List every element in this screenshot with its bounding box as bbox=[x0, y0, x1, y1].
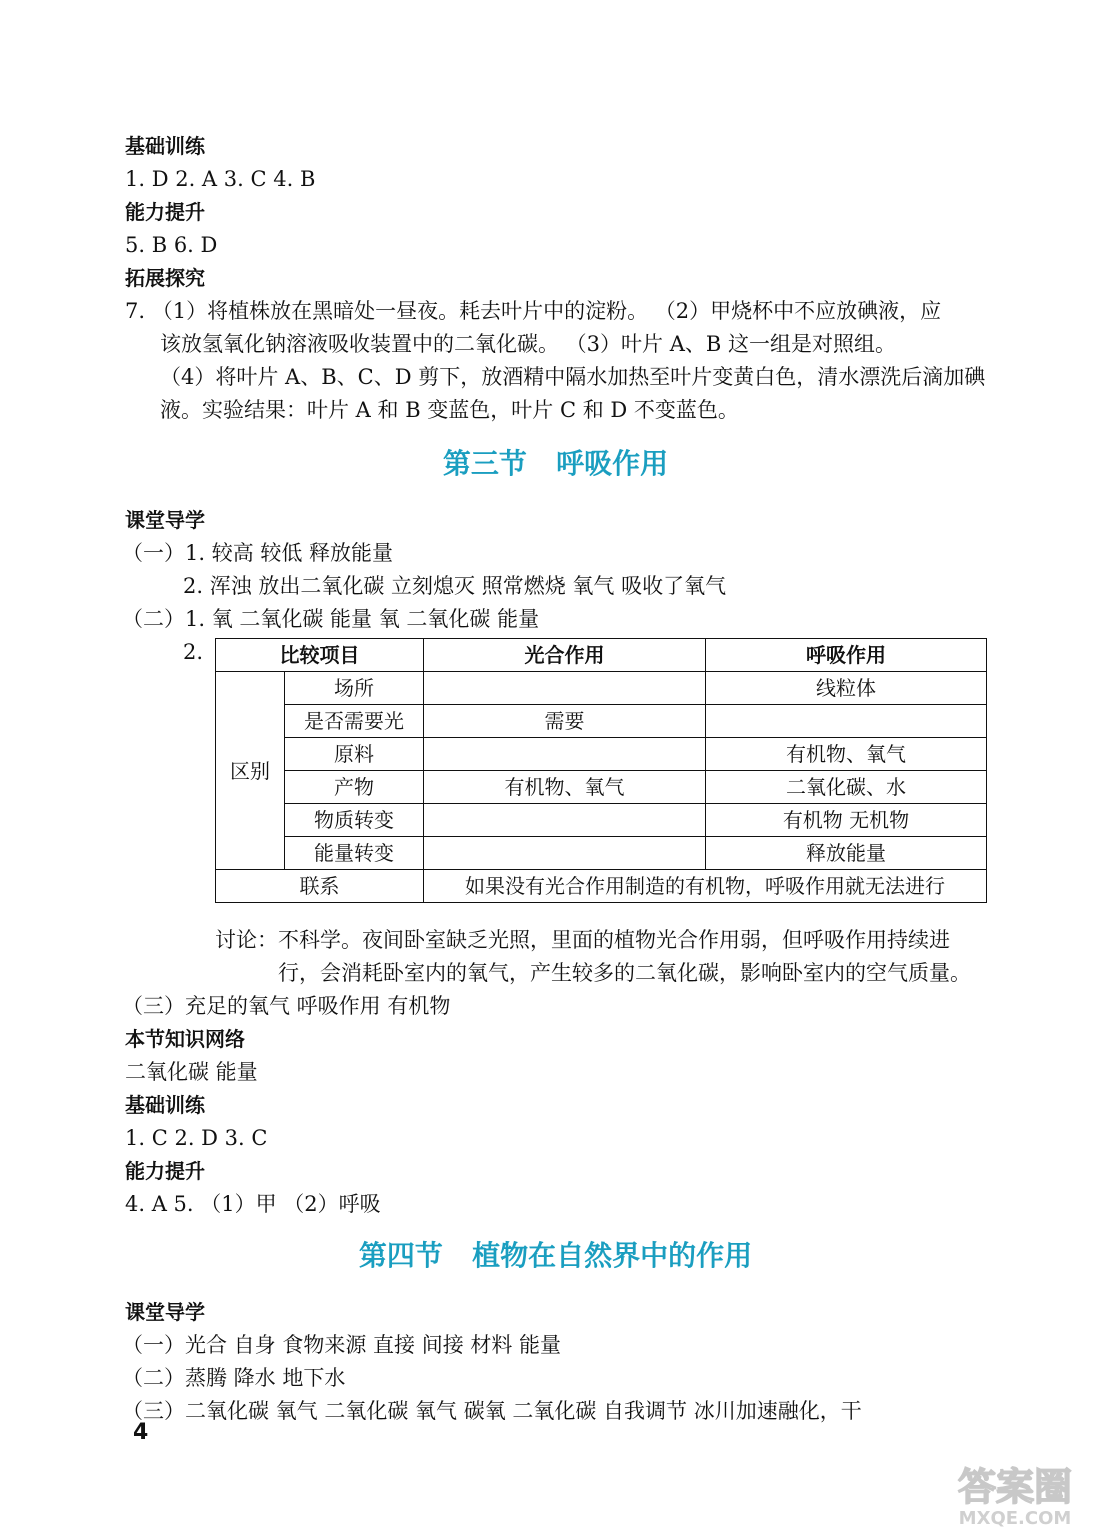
answer-line: 2. 浑浊 放出二氧化碳 立刻熄灭 照常燃烧 氧气 吸收了氧气 bbox=[183, 574, 727, 598]
cell-photosynthesis bbox=[424, 837, 706, 870]
section-heading: 课堂导学 bbox=[125, 1300, 205, 1324]
cell-respiration: 有机物 无机物 bbox=[706, 804, 987, 837]
section-heading: 本节知识网络 bbox=[125, 1027, 245, 1051]
answer-line: 7. （1）将植株放在黑暗处一昼夜。耗去叶片中的淀粉。 （2）甲烧杯中不应放碘液，应 bbox=[125, 299, 942, 323]
cell-respiration: 有机物、氧气 bbox=[706, 738, 987, 771]
row-label: 场所 bbox=[285, 672, 424, 705]
answer-line: 液。实验结果：叶片 A 和 B 变蓝色，叶片 C 和 D 不变蓝色。 bbox=[160, 398, 739, 422]
section-heading: 拓展探究 bbox=[125, 266, 205, 290]
cell-respiration: 线粒体 bbox=[706, 672, 987, 705]
group-label: 区别 bbox=[216, 672, 285, 870]
table-header-row bbox=[216, 639, 987, 672]
row-label: 是否需要光 bbox=[285, 705, 424, 738]
table-row bbox=[216, 672, 987, 705]
cell-photosynthesis: 需要 bbox=[424, 705, 706, 738]
answer-line: 2. bbox=[183, 640, 204, 664]
header-item: 比较项目 bbox=[216, 639, 424, 672]
answer-line: 该放氢氧化钠溶液吸收装置中的二氧化碳。 （3）叶片 A、B 这一组是对照组。 bbox=[160, 332, 896, 356]
link-label: 联系 bbox=[216, 870, 424, 903]
row-label: 物质转变 bbox=[285, 804, 424, 837]
row-label: 原料 bbox=[285, 738, 424, 771]
cell-respiration: 释放能量 bbox=[706, 837, 987, 870]
page-number: 4 bbox=[133, 1420, 149, 1445]
row-label: 能量转变 bbox=[285, 837, 424, 870]
section-heading: 基础训练 bbox=[125, 134, 205, 158]
answer-line: （三）充足的氧气 呼吸作用 有机物 bbox=[122, 994, 451, 1018]
cell-respiration: 二氧化碳、水 bbox=[706, 771, 987, 804]
table-row bbox=[216, 705, 987, 738]
table-row bbox=[216, 738, 987, 771]
answer-line: （4）将叶片 A、B、C、D 剪下，放酒精中隔水加热至叶片变黄白色，清水漂洗后滴加碘 bbox=[160, 365, 986, 389]
cell-respiration bbox=[706, 705, 987, 738]
cell-photosynthesis bbox=[424, 804, 706, 837]
answer-line: （一）光合 自身 食物来源 直接 间接 材料 能量 bbox=[122, 1333, 562, 1357]
row-label: 产物 bbox=[285, 771, 424, 804]
answer-line: （二）1. 氧 二氧化碳 能量 氧 二氧化碳 能量 bbox=[122, 607, 540, 631]
answer-line: 5. B 6. D bbox=[125, 233, 218, 257]
watermark-url: MXQE.COM bbox=[958, 1508, 1072, 1529]
answer-line: 二氧化碳 能量 bbox=[125, 1060, 258, 1084]
chapter-title: 第四节 植物在自然界中的作用 bbox=[358, 1239, 753, 1272]
section-heading: 能力提升 bbox=[125, 1159, 205, 1183]
header-respiration: 呼吸作用 bbox=[706, 639, 987, 672]
link-text: 如果没有光合作用制造的有机物，呼吸作用就无法进行 bbox=[424, 870, 987, 903]
comparison-table bbox=[215, 638, 987, 903]
answer-line: 讨论：不科学。夜间卧室缺乏光照，里面的植物光合作用弱，但呼吸作用持续进 bbox=[215, 928, 950, 952]
section-heading: 能力提升 bbox=[125, 200, 205, 224]
section-heading: 基础训练 bbox=[125, 1093, 205, 1117]
cell-photosynthesis: 有机物、氧气 bbox=[424, 771, 706, 804]
watermark-text: 答案圈 bbox=[957, 1465, 1073, 1509]
answer-line: （一）1. 较高 较低 释放能量 bbox=[122, 541, 394, 565]
section-heading: 课堂导学 bbox=[125, 508, 205, 532]
answer-line: 1. C 2. D 3. C bbox=[125, 1126, 268, 1150]
answer-line: 1. D 2. A 3. C 4. B bbox=[125, 167, 316, 191]
cell-photosynthesis bbox=[424, 672, 706, 705]
table-row bbox=[216, 870, 987, 903]
answer-line: （三）二氧化碳 氧气 二氧化碳 氧气 碳氧 二氧化碳 自我调节 冰川加速融化，干 bbox=[122, 1399, 862, 1423]
answer-line: 4. A 5. （1）甲 （2）呼吸 bbox=[125, 1192, 381, 1216]
chapter-title: 第三节 呼吸作用 bbox=[442, 447, 669, 480]
header-photosynthesis: 光合作用 bbox=[424, 639, 706, 672]
table-row bbox=[216, 771, 987, 804]
answer-line: （二）蒸腾 降水 地下水 bbox=[122, 1366, 346, 1390]
table-row bbox=[216, 804, 987, 837]
cell-photosynthesis bbox=[424, 738, 706, 771]
table-row bbox=[216, 837, 987, 870]
answer-line: 行，会消耗卧室内的氧气，产生较多的二氧化碳，影响卧室内的空气质量。 bbox=[278, 961, 971, 985]
watermark-logo bbox=[930, 1460, 1100, 1530]
